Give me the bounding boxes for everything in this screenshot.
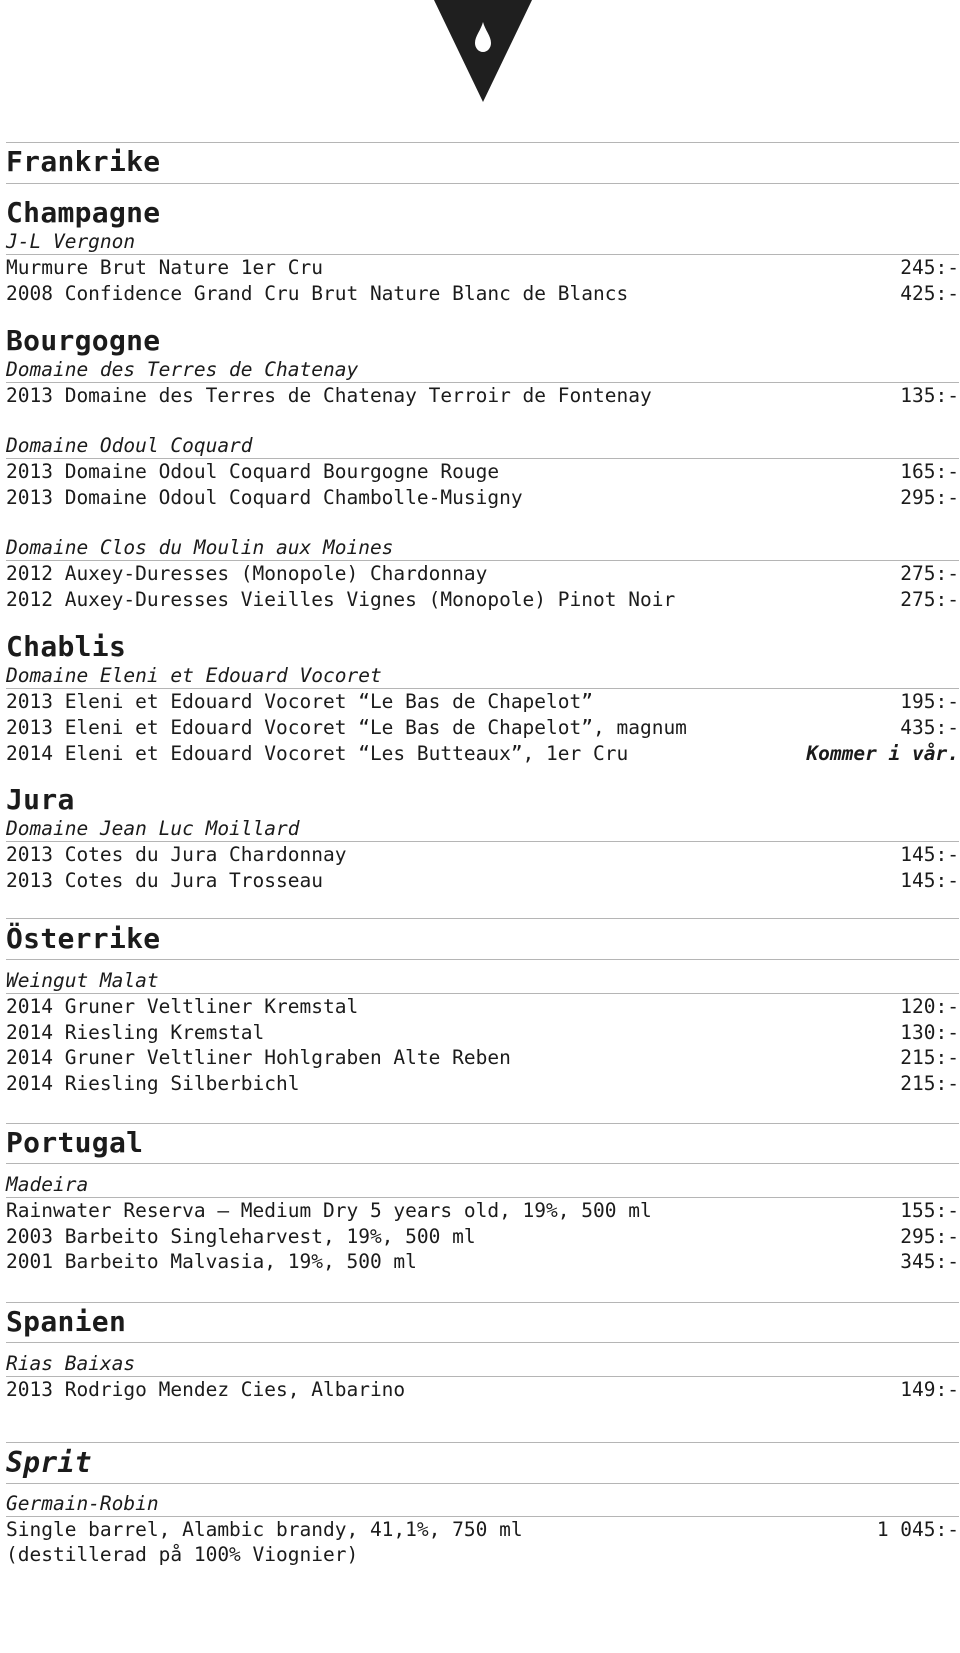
wine-name: 2013 Domaine Odoul Coquard Chambolle-Musigny bbox=[6, 486, 523, 509]
wine-price: 275:- bbox=[900, 562, 959, 585]
wine-price: 120:- bbox=[900, 995, 959, 1018]
wine-name: 2013 Eleni et Edouard Vocoret “Le Bas de Chapelot”, magnum bbox=[6, 716, 687, 739]
list-item bbox=[6, 868, 959, 894]
country-heading-sprit: Sprit bbox=[6, 1446, 92, 1479]
list-item bbox=[6, 689, 959, 715]
list-item bbox=[6, 1198, 959, 1224]
wine-name: 2001 Barbeito Malvasia, 19%, 500 ml bbox=[6, 1250, 417, 1273]
list-item bbox=[6, 842, 959, 868]
country-heading-spanien: Spanien bbox=[6, 1305, 127, 1338]
divider bbox=[6, 142, 959, 143]
availability-note: Kommer i vår. bbox=[806, 742, 959, 765]
wine-price: 435:- bbox=[900, 716, 959, 739]
wine-price: 275:- bbox=[900, 588, 959, 611]
wine-name: 2014 Riesling Silberbichl bbox=[6, 1072, 300, 1095]
wine-name: Murmure Brut Nature 1er Cru bbox=[6, 256, 323, 279]
wine-price: 145:- bbox=[900, 869, 959, 892]
list-item bbox=[6, 1045, 959, 1071]
wine-price: 215:- bbox=[900, 1046, 959, 1069]
list-item bbox=[6, 281, 959, 307]
wine-name: 2012 Auxey-Duresses (Monopole) Chardonnay bbox=[6, 562, 488, 585]
wine-price: 130:- bbox=[900, 1021, 959, 1044]
list-item bbox=[6, 1020, 959, 1046]
wine-name: Rainwater Reserva – Medium Dry 5 years old, 19%, 500 ml bbox=[6, 1199, 652, 1222]
region-heading-bourgogne: Bourgogne bbox=[6, 324, 161, 357]
region-heading-champagne: Champagne bbox=[6, 196, 161, 229]
wine-price: 245:- bbox=[900, 256, 959, 279]
wine-price: 295:- bbox=[900, 1225, 959, 1248]
country-heading-frankrike: Frankrike bbox=[6, 145, 161, 178]
divider bbox=[6, 1123, 959, 1124]
list-item bbox=[6, 1224, 959, 1250]
list-item bbox=[6, 1249, 959, 1275]
country-heading-osterrike: Österrike bbox=[6, 922, 161, 955]
wine-name: 2013 Cotes du Jura Trosseau bbox=[6, 869, 323, 892]
list-item bbox=[6, 1377, 959, 1403]
wine-name: 2008 Confidence Grand Cru Brut Nature Blanc de Blancs bbox=[6, 282, 629, 305]
list-item bbox=[6, 561, 959, 587]
list-item bbox=[6, 994, 959, 1020]
wine-price: 215:- bbox=[900, 1072, 959, 1095]
producer-vergnon: J-L Vergnon bbox=[6, 230, 136, 253]
wine-price: 165:- bbox=[900, 460, 959, 483]
divider bbox=[6, 1163, 959, 1164]
producer-coquard: Domaine Odoul Coquard bbox=[6, 434, 253, 457]
wine-price: 195:- bbox=[900, 690, 959, 713]
v-drop-logo-icon bbox=[434, 0, 532, 102]
wine-name: 2013 Domaine des Terres de Chatenay Terroir de Fontenay bbox=[6, 384, 652, 407]
wine-name: 2013 Cotes du Jura Chardonnay bbox=[6, 843, 347, 866]
wine-price: 155:- bbox=[900, 1199, 959, 1222]
list-item bbox=[6, 587, 959, 613]
wine-price: 1 045:- bbox=[876, 1518, 959, 1541]
list-item bbox=[6, 255, 959, 281]
divider bbox=[6, 1483, 959, 1484]
producer-rias-baixas: Rias Baixas bbox=[6, 1352, 136, 1375]
list-item bbox=[6, 715, 959, 741]
region-heading-chablis: Chablis bbox=[6, 630, 127, 663]
wine-name: 2012 Auxey-Duresses Vieilles Vignes (Monopole) Pinot Noir bbox=[6, 588, 676, 611]
list-item bbox=[6, 485, 959, 511]
divider bbox=[6, 1442, 959, 1443]
producer-chatenay: Domaine des Terres de Chatenay bbox=[6, 358, 359, 381]
region-heading-jura: Jura bbox=[6, 783, 75, 816]
wine-price: 135:- bbox=[900, 384, 959, 407]
list-item bbox=[6, 1517, 959, 1543]
producer-madeira: Madeira bbox=[6, 1173, 89, 1196]
wine-note: (destillerad på 100% Viognier) bbox=[6, 1543, 359, 1566]
country-heading-portugal: Portugal bbox=[6, 1126, 144, 1159]
wine-price: 345:- bbox=[900, 1250, 959, 1273]
list-item bbox=[6, 459, 959, 485]
divider bbox=[6, 183, 959, 184]
wine-name: 2014 Gruner Veltliner Kremstal bbox=[6, 995, 359, 1018]
wine-price: 145:- bbox=[900, 843, 959, 866]
producer-moines: Domaine Clos du Moulin aux Moines bbox=[6, 536, 394, 559]
wine-name: 2013 Domaine Odoul Coquard Bourgogne Rouge bbox=[6, 460, 500, 483]
wine-name: 2003 Barbeito Singleharvest, 19%, 500 ml bbox=[6, 1225, 476, 1248]
wine-name: 2014 Riesling Kremstal bbox=[6, 1021, 265, 1044]
wine-name: Single barrel, Alambic brandy, 41,1%, 750 ml bbox=[6, 1518, 523, 1541]
wine-name: 2014 Eleni et Edouard Vocoret “Les Butteaux”, 1er Cru bbox=[6, 742, 629, 765]
wine-price: 149:- bbox=[900, 1378, 959, 1401]
wine-name: 2013 Eleni et Edouard Vocoret “Le Bas de Chapelot” bbox=[6, 690, 593, 713]
wine-price: 295:- bbox=[900, 486, 959, 509]
divider bbox=[6, 1302, 959, 1303]
wine-price: 425:- bbox=[900, 282, 959, 305]
producer-moillard: Domaine Jean Luc Moillard bbox=[6, 817, 300, 840]
wine-name: 2013 Rodrigo Mendez Cies, Albarino bbox=[6, 1378, 406, 1401]
divider bbox=[6, 1342, 959, 1343]
producer-vocoret: Domaine Eleni et Edouard Vocoret bbox=[6, 664, 382, 687]
divider bbox=[6, 959, 959, 960]
wine-name: 2014 Gruner Veltliner Hohlgraben Alte Reben bbox=[6, 1046, 511, 1069]
list-item bbox=[6, 1071, 959, 1097]
producer-germain-robin: Germain-Robin bbox=[6, 1492, 159, 1515]
list-item bbox=[6, 741, 959, 767]
producer-malat: Weingut Malat bbox=[6, 969, 159, 992]
divider bbox=[6, 918, 959, 919]
list-item bbox=[6, 383, 959, 409]
